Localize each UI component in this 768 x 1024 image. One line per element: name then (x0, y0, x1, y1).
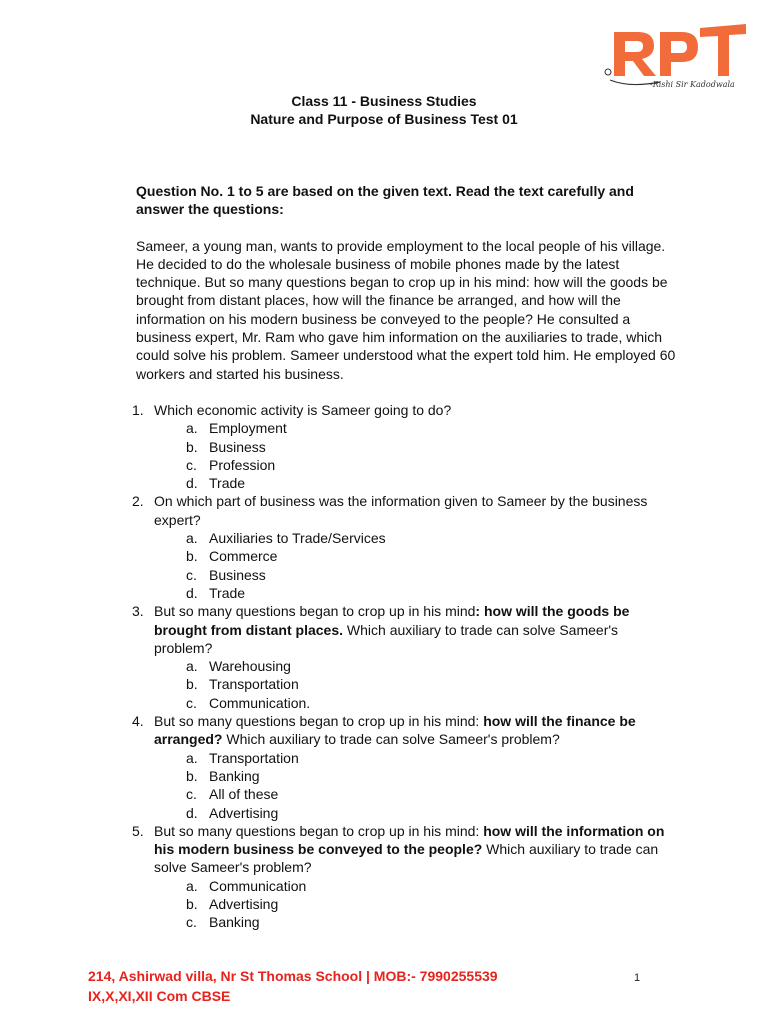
option-item (154, 895, 676, 913)
option-text: Trade (209, 584, 246, 601)
question-text-end: Which auxiliary to trade can solve Sameer's problem? (222, 731, 560, 748)
question-item (132, 401, 676, 492)
footer-line-2: IX,X,XI,XII Com CBSE (88, 988, 231, 1004)
question-emphasis: how will the finance be arranged? (154, 713, 636, 748)
test-content (132, 182, 676, 932)
option-letter: c. (186, 566, 197, 583)
option-text: Transportation (209, 676, 299, 693)
option-text: Employment (209, 420, 287, 437)
question-text: But so many questions began to crop up in his mind: (154, 713, 484, 730)
option-item (154, 456, 676, 474)
option-text: Communication (209, 877, 307, 894)
option-item (154, 913, 676, 931)
option-letter: a. (186, 420, 198, 437)
rpt-logo (600, 14, 750, 94)
option-item (154, 566, 676, 584)
option-letter: c. (186, 694, 197, 711)
question-emphasis: how will the information on his modern business be conveyed to the people? (154, 822, 665, 858)
option-text: Banking (209, 914, 260, 931)
case-passage: Sameer, a young man, wants to provide employment to the local people of his village. He decided to do the wholesale business of mobile phones made by the latest technique. But so many questions began to crop up in his mind: how will the goods be brought from distant places, how will the finance be arranged, and how will the information on his modern business be conveyed to the people? He consulted a business expert, Mr. Ram who gave him information on the auxiliaries to trade, which could solve his problem. Sameer understood what the expert told him. He employed 60 workers and started his business. (136, 237, 676, 382)
question-text-end: Which auxiliary to trade can solve Sameer's problem? (154, 841, 659, 876)
option-item (154, 547, 676, 565)
option-text: Banking (209, 767, 260, 784)
title-line-1: Class 11 - Business Studies (291, 93, 477, 109)
option-letter: b. (186, 767, 198, 784)
option-item (154, 767, 676, 785)
option-list (154, 657, 676, 712)
intro-instruction: Question No. 1 to 5 are based on the given text. Read the text carefully and answer the questions: (136, 183, 634, 218)
option-text: Communication. (209, 694, 311, 711)
option-item (154, 804, 676, 822)
question-item (132, 822, 676, 932)
option-letter: b. (186, 676, 198, 693)
question-item (132, 602, 676, 712)
option-letter: a. (186, 877, 198, 894)
option-list (154, 529, 676, 602)
question-list (132, 401, 676, 932)
question-text: On which part of business was the information given to Sameer by the business expert? (154, 493, 648, 528)
option-text: Advertising (209, 895, 279, 912)
option-text: Business (209, 438, 266, 455)
option-item (154, 529, 676, 547)
option-letter: b. (186, 548, 198, 565)
question-item (132, 712, 676, 822)
footer-address (88, 966, 498, 1006)
option-text: Auxiliaries to Trade/Services (209, 530, 386, 547)
option-text: All of these (209, 786, 279, 803)
option-letter: d. (186, 584, 198, 601)
question-number: 4. (132, 713, 144, 730)
option-letter: c. (186, 786, 197, 803)
footer-line-1: 214, Ashirwad villa, Nr St Thomas School | MOB:- 7990255539 (88, 968, 498, 984)
option-text: Profession (209, 456, 276, 473)
option-letter: c. (186, 456, 197, 473)
option-list (154, 749, 676, 822)
document-title (0, 92, 768, 128)
option-text: Advertising (209, 804, 279, 821)
option-item (154, 474, 676, 492)
question-item (132, 492, 676, 602)
option-letter: c. (186, 914, 197, 931)
question-text: But so many questions began to crop up in his mind: (154, 822, 484, 839)
option-item (154, 584, 676, 602)
question-text-end: Which auxiliary to trade can solve Sameer's problem? (154, 621, 619, 656)
option-item (154, 785, 676, 803)
option-item (154, 657, 676, 675)
option-letter: d. (186, 804, 198, 821)
option-text: Warehousing (209, 658, 291, 675)
question-number: 3. (132, 603, 144, 620)
title-line-2: Nature and Purpose of Business Test 01 (250, 111, 518, 127)
page-number: 1 (634, 972, 641, 984)
option-item (154, 419, 676, 437)
option-item (154, 675, 676, 693)
question-number: 2. (132, 493, 144, 510)
option-letter: a. (186, 658, 198, 675)
option-list (154, 419, 676, 492)
question-number: 1. (132, 401, 144, 418)
logo-tagline: -Rishi Sir Kadodwala (650, 80, 735, 89)
option-item (154, 694, 676, 712)
option-item (154, 877, 676, 895)
option-letter: b. (186, 895, 198, 912)
option-letter: a. (186, 530, 198, 547)
option-text: Commerce (209, 548, 278, 565)
option-letter: b. (186, 438, 198, 455)
option-letter: a. (186, 749, 198, 766)
option-text: Trade (209, 475, 246, 492)
option-item (154, 438, 676, 456)
option-text: Transportation (209, 749, 299, 766)
question-text: Which economic activity is Sameer going to do? (154, 401, 452, 418)
question-number: 5. (132, 822, 144, 839)
option-list (154, 877, 676, 932)
option-letter: d. (186, 475, 198, 492)
option-item (154, 749, 676, 767)
question-text: But so many questions began to crop up in his mind (154, 603, 476, 620)
option-text: Business (209, 566, 266, 583)
question-emphasis: : how will the goods be brought from distant places. (154, 603, 630, 638)
